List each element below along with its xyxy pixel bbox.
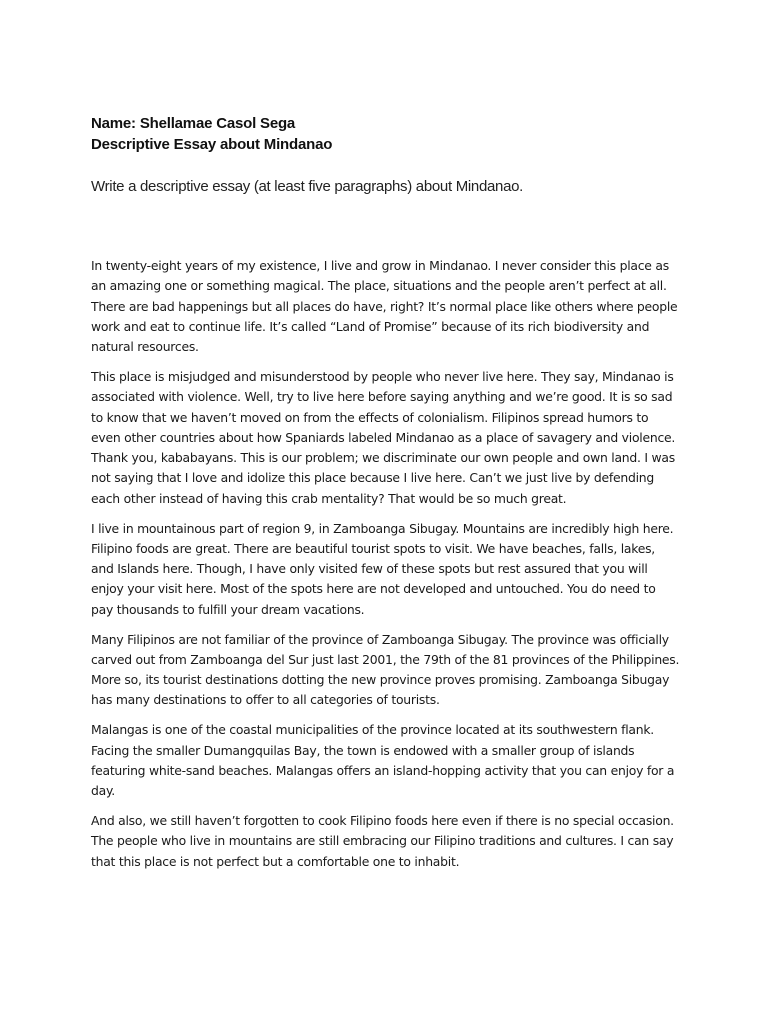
paragraph-6: And also, we still haven’t forgotten to cook Filipino foods here even if there is no special occasion. The people who live in mountains are still embracing our Filipino traditions and cultures. I can say that this place is not perfect but a comfortable one to inhabit. <box>91 812 674 869</box>
essay-body <box>91 256 681 881</box>
essay-prompt: Write a descriptive essay (at least five paragraphs) about Mindanao. <box>91 178 524 195</box>
paragraph-1: In twenty-eight years of my existence, I live and grow in Mindanao. I never consider this place as an amazing one or something magical. The place, situations and the people aren’t perfect at all. There are bad happenings but all places do have, right? It’s normal place like others where people work and eat to continue life. It’s called “Land of Promise” because of its rich biodiversity and natural resources. <box>91 258 678 355</box>
essay-title: Descriptive Essay about Mindanao <box>91 136 333 153</box>
author-name: Name: Shellamae Casol Sega <box>91 115 296 132</box>
paragraph-2: This place is misjudged and misunderstood by people who never live here. They say, Mindanao is associated with violence. Well, try to live here before saying anything and we’re good. It is so sad to know that we haven’t moved on from the effects of colonialism. Filipinos spread humors to even other countries about how Spaniards labeled Mindanao as a place of savagery and violence. Thank you, kababayans. This is our problem; we discriminate our own people and own land. I was not saying that I love and idolize this place because I live here. Can’t we just live by defending each other instead of having this crab mentality? That would be so much great. <box>91 368 676 506</box>
paragraph-4: Many Filipinos are not familiar of the province of Zamboanga Sibugay. The province was officially carved out from Zamboanga del Sur just last 2001, the 79th of the 81 provinces of the Philippines. More so, its tourist destinations dotting the new province proves promising. Zamboanga Sibugay has many destinations to offer to all categories of tourists. <box>91 631 680 708</box>
document-header <box>91 113 691 155</box>
paragraph-3: I live in mountainous part of region 9, in Zamboanga Sibugay. Mountains are incredibly high here. Filipino foods are great. There are beautiful tourist spots to visit. We have beaches, falls, lakes, and Islands here. Though, I have only visited few of these spots but rest assured that you will enjoy your visit here. Most of the spots here are not developed and untouched. You do need to pay thousands to fulfill your dream vacations. <box>91 520 674 617</box>
paragraph-5: Malangas is one of the coastal municipalities of the province located at its southwestern flank. Facing the smaller Dumangquilas Bay, the town is endowed with a smaller group of islands featuring white-sand beaches. Malangas offers an island-hopping activity that you can enjoy for a day. <box>91 722 675 799</box>
